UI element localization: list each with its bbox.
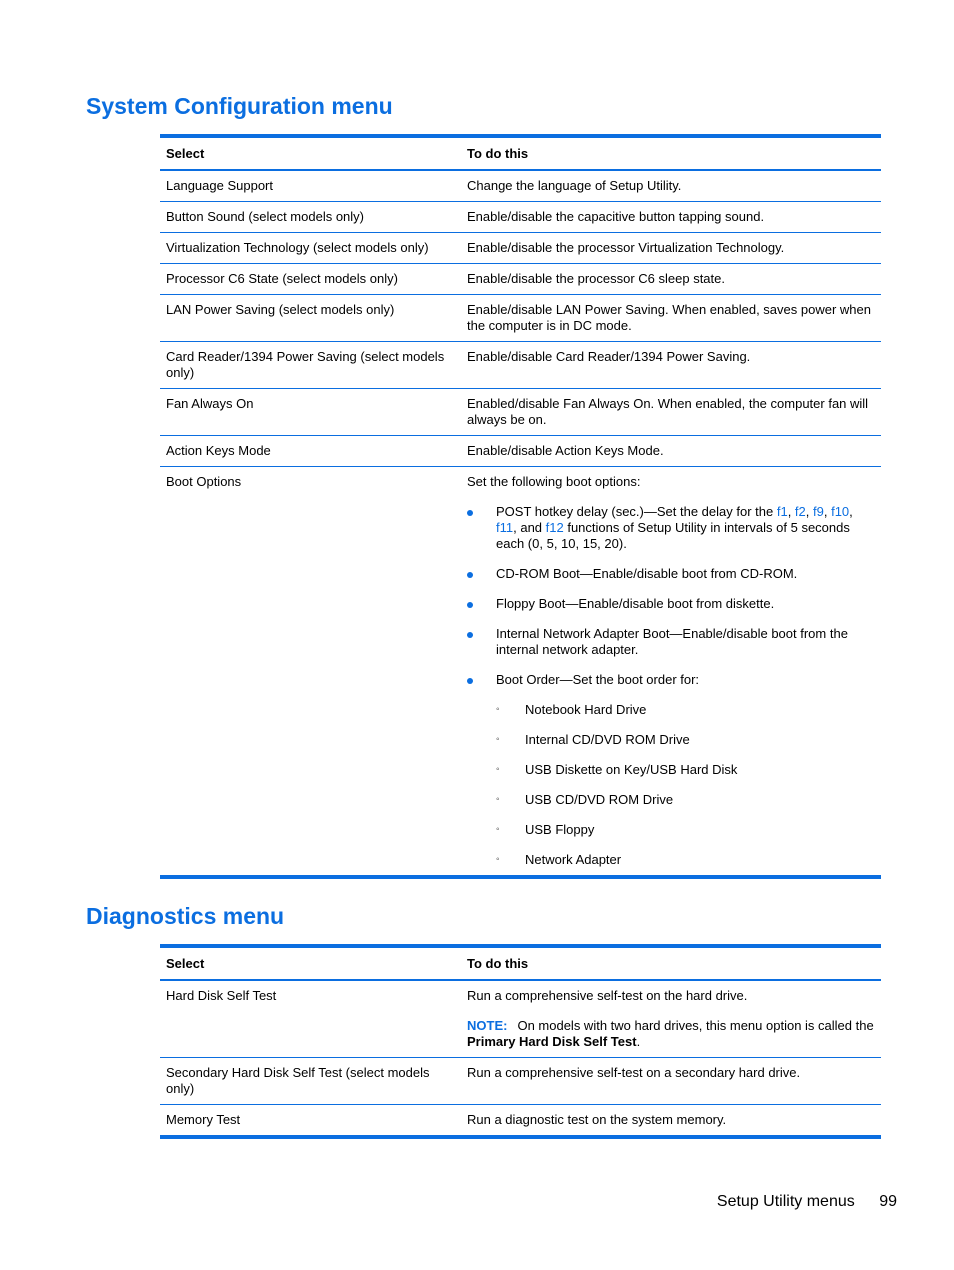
circle-bullet-icon: ◦ [496, 704, 500, 715]
table-row [160, 202, 881, 233]
table-row-boot-options [160, 467, 881, 875]
section-title-diagnostics: Diagnostics menu [86, 903, 285, 929]
header-select: Select [166, 146, 205, 161]
row-todo: Enable/disable Action Keys Mode. [467, 443, 664, 458]
list-item: ◦ USB CD/DVD ROM Drive [496, 792, 674, 807]
row-todo: Enable/disable the capacitive button tapping sound. [467, 209, 765, 224]
row-select: Virtualization Technology (select models only) [166, 240, 429, 255]
row-select: Memory Test [166, 1112, 241, 1127]
note: NOTE: On models with two hard drives, this menu option is called the Primary Hard Disk Self Test. [467, 1018, 874, 1049]
row-todo: Enable/disable the processor C6 sleep state. [467, 271, 725, 286]
table-row [160, 233, 881, 264]
list-item: CD-ROM Boot—Enable/disable boot from CD-ROM. [467, 566, 875, 582]
row-select: Secondary Hard Disk Self Test (select models only) [166, 1065, 430, 1096]
hotkey-f12-link[interactable]: f12 [545, 520, 564, 535]
header-select: Select [166, 956, 205, 971]
bullet-icon [467, 510, 473, 516]
hotkey-f11-link[interactable]: f11 [496, 520, 514, 535]
table-row [160, 389, 881, 436]
circle-bullet-icon: ◦ [496, 764, 500, 775]
row-select: Hard Disk Self Test [166, 988, 277, 1003]
row-select: Boot Options [166, 474, 242, 489]
row-todo: Change the language of Setup Utility. [467, 178, 682, 193]
list-item: Boot Order—Set the boot order for: ◦ Notebook Hard Drive ◦ Internal CD/DVD ROM Drive ◦ USB Diskette on Key/USB Hard Disk ◦ USB CD/DVD ROM Drive ◦ USB Floppy ◦ Network Adapter [467, 672, 875, 868]
hotkey-f2-link[interactable]: f2 [794, 504, 806, 519]
boot-options-list [467, 504, 875, 868]
list-item: Floppy Boot—Enable/disable boot from diskette. [467, 596, 875, 612]
circle-bullet-icon: ◦ [496, 824, 500, 835]
list-item: ◦ Internal CD/DVD ROM Drive [496, 732, 690, 747]
table-row [160, 1058, 881, 1105]
row-todo: Run a diagnostic test on the system memory. [467, 1112, 727, 1127]
row-select: Button Sound (select models only) [166, 209, 364, 224]
header-to-do-this: To do this [467, 146, 529, 161]
table-row [160, 295, 881, 342]
circle-bullet-icon: ◦ [496, 734, 500, 745]
list-item: POST hotkey delay (sec.)—Set the delay for the f1, f2, f9, f10, f11, and f12 functions of Setup Utility in intervals of 5 seconds each (0, 5, 10, 15, 20). [467, 504, 875, 552]
bullet-icon [467, 572, 473, 578]
hotkey-f9-link[interactable]: f9 [813, 504, 824, 519]
page-footer [717, 1193, 897, 1211]
table-row [160, 436, 881, 467]
table-header [160, 138, 881, 171]
bullet-icon [467, 602, 473, 608]
boot-order-list [496, 702, 875, 868]
row-todo: Enabled/disable Fan Always On. When enabled, the computer fan will always be on. [467, 396, 869, 427]
bullet-icon [467, 632, 473, 638]
row-select: Processor C6 State (select models only) [166, 271, 398, 286]
row-select: Fan Always On [166, 396, 254, 411]
hotkey-f10-link[interactable]: f10 [831, 504, 850, 519]
diagnostics-table [160, 944, 881, 1139]
section-title-system-configuration: System Configuration menu [86, 93, 393, 119]
system-configuration-table [160, 134, 881, 879]
note-label: NOTE: [467, 1018, 508, 1033]
table-row [160, 171, 881, 202]
row-todo: Run a comprehensive self-test on a secondary hard drive. [467, 1065, 801, 1080]
hotkey-f1-link[interactable]: f1 [776, 504, 788, 519]
header-to-do-this: To do this [467, 956, 529, 971]
table-header [160, 948, 881, 981]
circle-bullet-icon: ◦ [496, 794, 500, 805]
list-item: Internal Network Adapter Boot—Enable/disable boot from the internal network adapter. [467, 626, 875, 658]
row-todo: Run a comprehensive self-test on the hard drive. NOTE: On models with two hard drives, this menu option is called the Primary Hard Disk Self Test. [467, 988, 874, 1049]
row-todo: Enable/disable LAN Power Saving. When enabled, saves power when the computer is in DC mode. [467, 302, 871, 333]
circle-bullet-icon: ◦ [496, 854, 500, 865]
row-select: Action Keys Mode [166, 443, 271, 458]
list-item: ◦ Network Adapter [496, 852, 622, 867]
table-row [160, 264, 881, 295]
footer-section-name: Setup Utility menus [716, 1193, 855, 1210]
list-item: ◦ USB Floppy [496, 822, 595, 837]
bullet-icon [467, 678, 473, 684]
row-select: Language Support [166, 178, 273, 193]
table-row [160, 981, 881, 1058]
list-item: ◦ USB Diskette on Key/USB Hard Disk [496, 762, 738, 777]
row-todo [460, 467, 881, 875]
row-select: Card Reader/1394 Power Saving (select models only) [166, 349, 445, 380]
page-number: 99 [879, 1193, 897, 1210]
row-todo: Enable/disable Card Reader/1394 Power Saving. [467, 349, 751, 364]
table-row [160, 1105, 881, 1135]
row-todo: Enable/disable the processor Virtualization Technology. [467, 240, 785, 255]
boot-intro: Set the following boot options: [467, 474, 641, 489]
row-select: LAN Power Saving (select models only) [166, 302, 395, 317]
table-row [160, 342, 881, 389]
list-item: ◦ Notebook Hard Drive [496, 702, 647, 717]
